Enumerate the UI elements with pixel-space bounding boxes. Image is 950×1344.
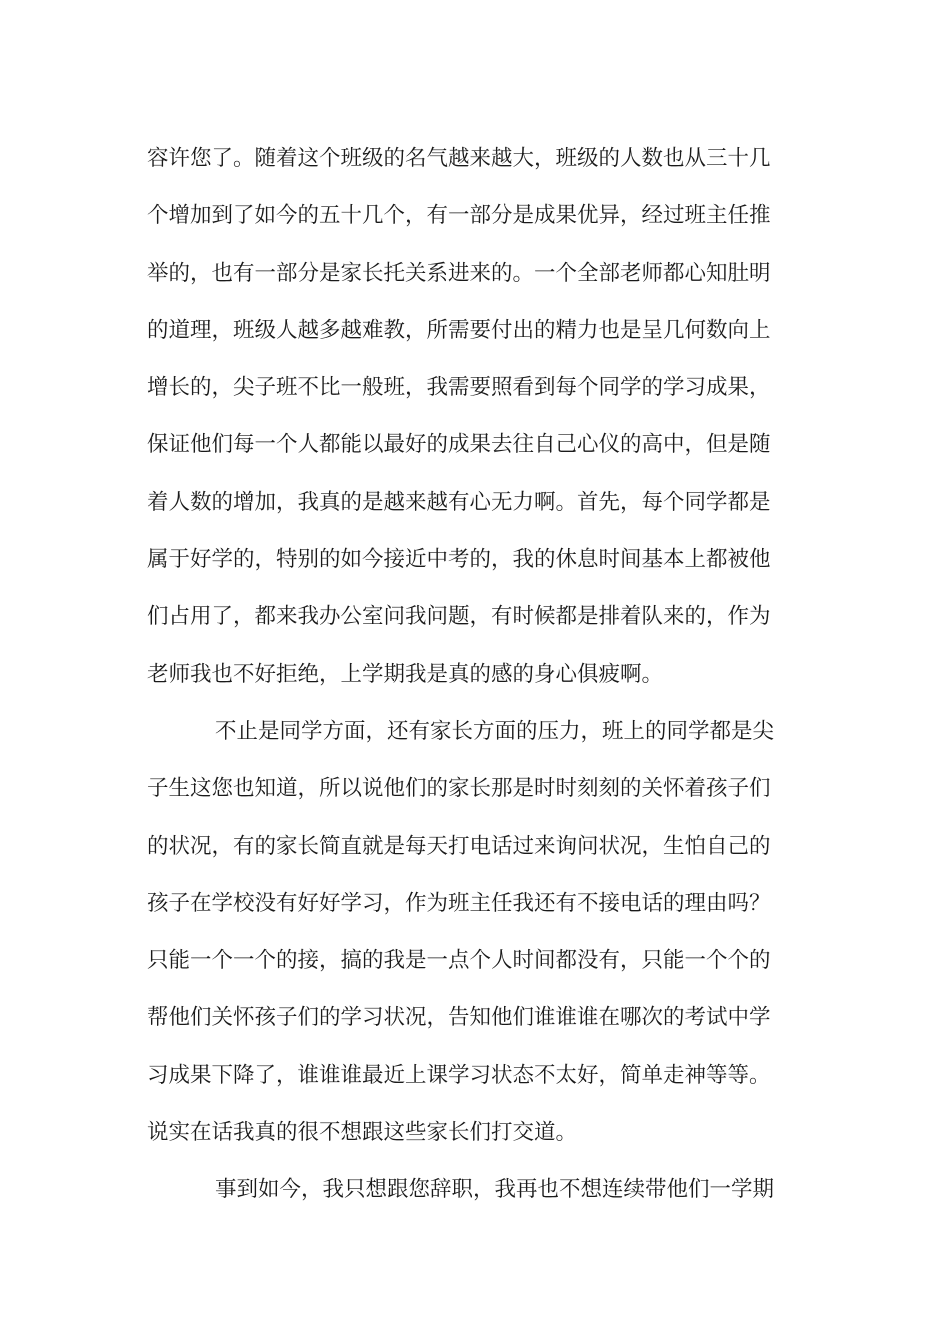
text-line: 孩子在学校没有好好学习，作为班主任我还有不接电话的理由吗？ <box>147 890 771 916</box>
text-line: 们占用了，都来我办公室问我问题，有时候都是排着队来的，作为 <box>147 604 771 630</box>
text-line: 的状况，有的家长简直就是每天打电话过来询问状况，生怕自己的 <box>147 833 771 859</box>
text-line: 举的，也有一部分是家长托关系进来的。一个全部老师都心知肚明 <box>147 260 771 286</box>
text-line: 习成果下降了，谁谁谁最近上课学习状态不太好，简单走神等等。 <box>147 1062 771 1088</box>
text-line: 只能一个一个的接，搞的我是一点个人时间都没有，只能一个个的 <box>147 948 771 974</box>
text-line: 属于好学的，特别的如今接近中考的，我的休息时间基本上都被他 <box>147 547 771 573</box>
paragraph-start-line: 不止是同学方面，还有家长方面的压力，班上的同学都是尖 <box>215 718 775 744</box>
paragraph-start-line: 事到如今，我只想跟您辞职，我再也不想连续带他们一学期 <box>215 1177 775 1203</box>
text-line: 子生这您也知道，所以说他们的家长那是时时刻刻的关怀着孩子们 <box>147 776 771 802</box>
text-line: 个增加到了如今的五十几个，有一部分是成果优异，经过班主任推 <box>147 203 771 229</box>
body-text <box>147 130 807 1219</box>
text-line: 容许您了。随着这个班级的名气越来越大，班级的人数也从三十几 <box>147 146 771 171</box>
text-line: 着人数的增加，我真的是越来越有心无力啊。首先，每个同学都是 <box>147 489 771 515</box>
text-line: 的道理，班级人越多越难教，所需要付出的精力也是呈几何数向上 <box>147 317 771 343</box>
text-line: 说实在话我真的很不想跟这些家长们打交道。 <box>147 1120 578 1146</box>
text-line: 帮他们关怀孩子们的学习状况，告知他们谁谁谁在哪次的考试中学 <box>147 1005 771 1031</box>
text-line: 老师我也不好拒绝，上学期我是真的感的身心俱疲啊。 <box>147 661 664 687</box>
text-line: 保证他们每一个人都能以最好的成果去往自己心仪的高中，但是随 <box>147 432 771 458</box>
text-line: 增长的，尖子班不比一般班，我需要照看到每个同学的学习成果， <box>147 375 771 401</box>
